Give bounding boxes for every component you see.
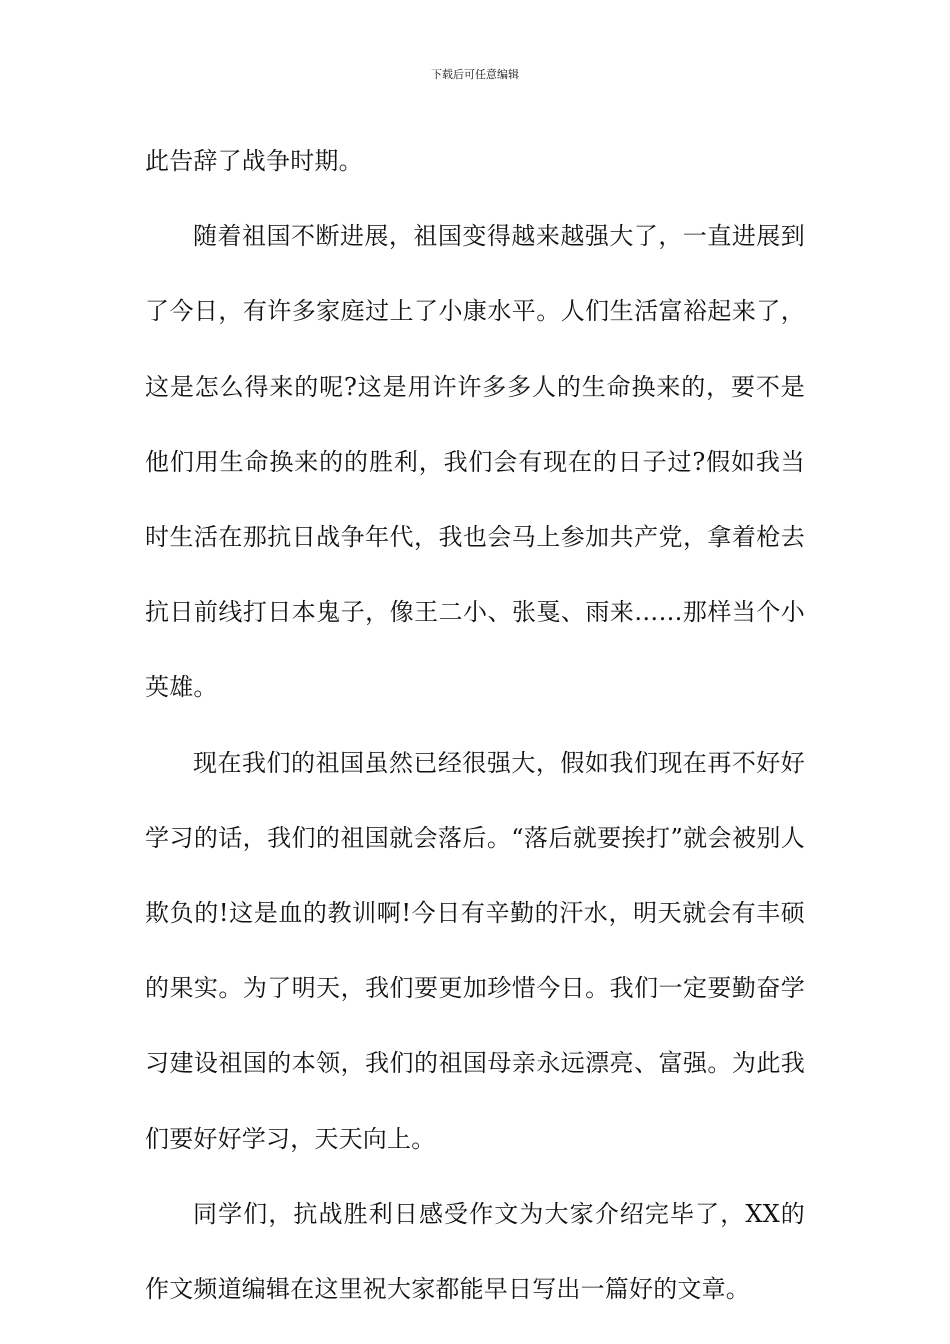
document-body [145, 124, 805, 1327]
page-header: 下载后可任意编辑 [431, 68, 519, 81]
paragraph-continuation: 此告辞了战争时期。 [145, 147, 363, 175]
paragraph: 同学们，抗战胜利日感受作文为大家介绍完毕了，XX的作文频道编辑在这里祝大家都能早日写出一篇好的文章。 [145, 1199, 805, 1304]
paragraph: 现在我们的祖国虽然已经很强大，假如我们现在再不好好学习的话，我们的祖国就会落后。“落后就要挨打”就会被别人欺负的!这是血的教训啊!今日有辛勤的汗水，明天就会有丰硕的果实。为了明天，我们要更加珍惜今日。我们一定要勤奋学习建设祖国的本领，我们的祖国母亲永远漂亮、富强。为此我们要好好学习，天天向上。 [145, 748, 805, 1153]
paragraph: 随着祖国不断进展，祖国变得越来越强大了，一直进展到了今日，有许多家庭过上了小康水平。人们生活富裕起来了，这是怎么得来的呢?这是用许许多多人的生命换来的，要不是他们用生命换来的的胜利，我们会有现在的日子过?假如我当时生活在那抗日战争年代，我也会马上参加共产党，拿着枪去抗日前线打日本鬼子，像王二小、张戛、雨来……那样当个小英雄。 [145, 222, 805, 702]
